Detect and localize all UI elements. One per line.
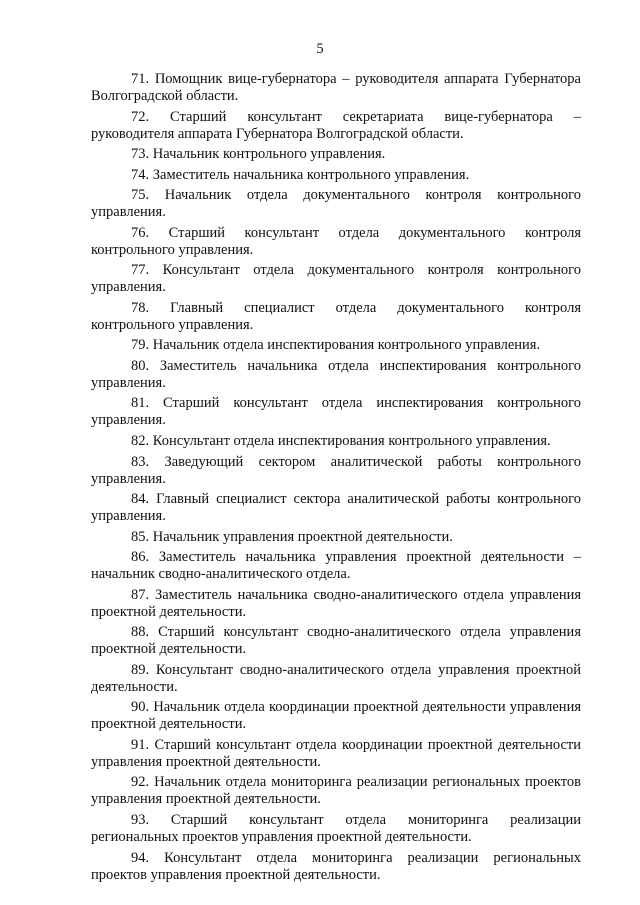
- item-number: 85.: [131, 528, 150, 545]
- item-number: 88.: [131, 624, 150, 641]
- item-number: 78.: [131, 299, 150, 316]
- list-item: [91, 395, 581, 429]
- position-list: [91, 71, 581, 887]
- item-text: Начальник отдела инспектирования контрольного управления.: [152, 337, 541, 354]
- list-item: [91, 850, 581, 884]
- list-item: [91, 433, 581, 450]
- item-text: Старший консультант отдела координации проектной деятельности управления проектной деятельности.: [91, 736, 582, 770]
- item-number: 74.: [131, 166, 150, 183]
- list-item: [91, 662, 581, 696]
- item-text: Консультант сводно-аналитического отдела управления проектной деятельности.: [91, 661, 581, 695]
- item-text: Старший консультант отдела инспектирования контрольного управления.: [91, 395, 581, 429]
- list-item: [91, 699, 581, 733]
- list-item: [91, 146, 581, 163]
- list-item: [91, 737, 581, 771]
- item-text: Начальник управления проектной деятельности.: [152, 528, 453, 545]
- item-text: Заместитель начальника сводно-аналитического отдела управления проектной деятельности.: [91, 586, 582, 620]
- item-text: Заведующий сектором аналитической работы контрольного управления.: [91, 453, 582, 487]
- list-item: [91, 358, 581, 392]
- item-text: Главный специалист сектора аналитической работы контрольного управления.: [91, 491, 581, 525]
- list-item: [91, 225, 581, 259]
- list-item: [91, 774, 581, 808]
- item-number: 89.: [131, 661, 150, 678]
- item-number: 90.: [131, 699, 150, 716]
- list-item: [91, 337, 581, 354]
- item-text: Начальник контрольного управления.: [152, 146, 386, 163]
- item-number: 77.: [131, 262, 150, 279]
- item-text: Помощник вице-губернатора – руководителя аппарата Губернатора Волгоградской области.: [91, 71, 581, 104]
- item-number: 79.: [131, 337, 150, 354]
- list-item: [91, 529, 581, 546]
- list-item: [91, 71, 581, 105]
- list-item: [91, 491, 581, 525]
- item-text: Начальник отдела мониторинга реализации региональных проектов управления проектной деятельности.: [91, 774, 581, 808]
- item-text: Заместитель начальника управления проектной деятельности – начальник сводно-аналитического отдела.: [91, 549, 581, 583]
- item-text: Консультант отдела документального контроля контрольного управления.: [91, 262, 581, 296]
- list-item: [91, 549, 581, 583]
- item-text: Старший консультант секретариата вице-губернатора – руководителя аппарата Губернатора Волгоградской области.: [91, 108, 582, 142]
- item-text: Старший консультант отдела документального контроля контрольного управления.: [91, 224, 581, 258]
- item-text: Консультант отдела мониторинга реализации региональных проектов управления проектной деятельности.: [91, 849, 582, 883]
- item-number: 82.: [131, 433, 150, 450]
- item-number: 81.: [131, 395, 150, 412]
- item-number: 80.: [131, 357, 150, 374]
- list-item: [91, 454, 581, 488]
- list-item: [91, 187, 581, 221]
- item-number: 86.: [131, 549, 150, 566]
- list-item: [91, 262, 581, 296]
- item-number: 84.: [131, 491, 150, 508]
- item-text: Заместитель начальника отдела инспектирования контрольного управления.: [91, 357, 581, 391]
- item-text: Начальник отдела координации проектной деятельности управления проектной деятельности.: [91, 699, 581, 733]
- item-number: 93.: [131, 812, 150, 829]
- list-item: [91, 167, 581, 184]
- item-number: 75.: [131, 187, 150, 204]
- list-item: [91, 300, 581, 334]
- list-item: [91, 812, 581, 846]
- item-text: Главный специалист отдела документального контроля контрольного управления.: [91, 299, 581, 333]
- item-number: 76.: [131, 224, 150, 241]
- item-number: 94.: [131, 849, 150, 866]
- item-number: 83.: [131, 453, 150, 470]
- item-text: Начальник отдела документального контроля контрольного управления.: [91, 187, 581, 221]
- item-text: Старший консультант отдела мониторинга реализации региональных проектов управления проектной деятельности.: [91, 812, 582, 846]
- item-number: 87.: [131, 586, 150, 603]
- item-number: 71.: [131, 71, 150, 87]
- item-number: 92.: [131, 774, 150, 791]
- item-text: Консультант отдела инспектирования контрольного управления.: [152, 433, 551, 450]
- item-number: 91.: [131, 736, 150, 753]
- list-item: [91, 587, 581, 621]
- item-number: 72.: [131, 108, 150, 125]
- list-item: [91, 624, 581, 658]
- item-number: 73.: [131, 146, 150, 163]
- item-text: Старший консультант сводно-аналитического отдела управления проектной деятельности.: [91, 624, 581, 658]
- page-number: 5: [316, 41, 324, 57]
- list-item: [91, 109, 581, 143]
- item-text: Заместитель начальника контрольного управления.: [152, 166, 470, 183]
